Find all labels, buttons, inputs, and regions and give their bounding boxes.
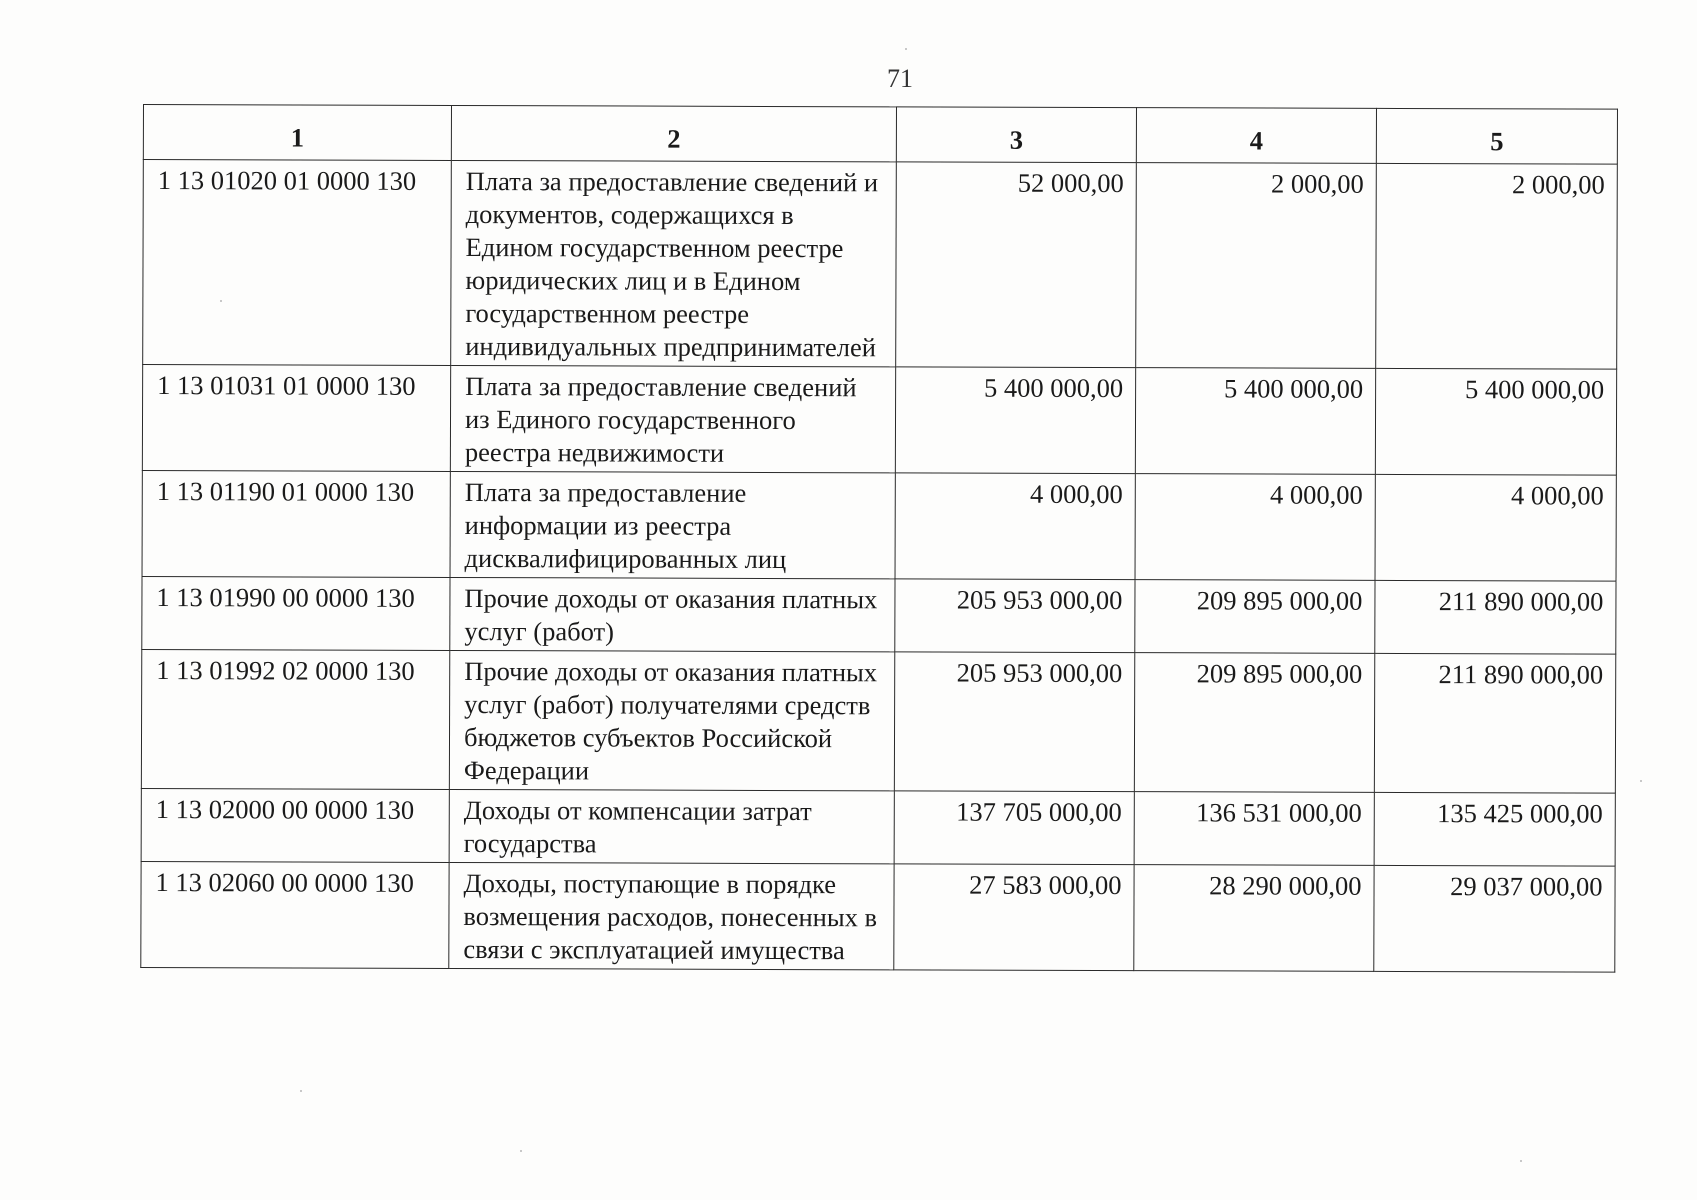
header-col-1: 1 xyxy=(143,105,451,161)
budget-code: 1 13 01020 01 0000 130 xyxy=(143,160,452,366)
revenue-name: Доходы от компенсации затрат государства xyxy=(449,789,894,863)
revenue-name: Плата за предоставление сведений и документов, содержащихся в Едином государственном реестре юридических лиц и в Едином государственном реестре индивидуальных предпринимателей xyxy=(451,160,897,366)
amount-col-3: 205 953 000,00 xyxy=(894,652,1134,792)
scan-speck xyxy=(220,300,222,302)
amount-col-4: 209 895 000,00 xyxy=(1135,580,1375,654)
scan-speck xyxy=(520,1150,522,1152)
revenue-table xyxy=(140,104,1618,973)
revenue-name: Плата за предоставление сведений из Единого государственного реестра недвижимости xyxy=(450,365,895,472)
amount-col-5: 211 890 000,00 xyxy=(1374,653,1615,793)
revenue-name: Прочие доходы от оказания платных услуг (работ) получателями средств бюджетов субъектов Российской Федерации xyxy=(449,650,894,790)
table-row xyxy=(143,160,1618,370)
header-col-2: 2 xyxy=(451,105,896,161)
amount-col-5: 2 000,00 xyxy=(1376,163,1618,369)
amount-col-5: 5 400 000,00 xyxy=(1375,368,1616,475)
header-row xyxy=(143,105,1617,165)
budget-code: 1 13 02000 00 0000 130 xyxy=(141,788,449,862)
header-col-4: 4 xyxy=(1136,108,1376,164)
amount-col-5: 29 037 000,00 xyxy=(1374,865,1615,972)
budget-code: 1 13 01992 02 0000 130 xyxy=(141,649,449,789)
amount-col-4: 209 895 000,00 xyxy=(1134,653,1374,793)
scan-speck xyxy=(905,48,907,50)
scan-speck xyxy=(300,1090,302,1092)
amount-col-3: 137 705 000,00 xyxy=(894,791,1134,865)
amount-col-3: 5 400 000,00 xyxy=(895,367,1135,474)
amount-col-4: 136 531 000,00 xyxy=(1134,792,1374,866)
amount-col-3: 27 583 000,00 xyxy=(894,864,1134,971)
header-col-5: 5 xyxy=(1376,108,1617,164)
scan-speck xyxy=(1520,1160,1522,1162)
amount-col-5: 211 890 000,00 xyxy=(1375,580,1616,654)
amount-col-5: 4 000,00 xyxy=(1375,474,1616,581)
table-row xyxy=(142,365,1616,476)
budget-code: 1 13 02060 00 0000 130 xyxy=(141,861,449,968)
scan-speck xyxy=(1640,780,1642,782)
amount-col-5: 135 425 000,00 xyxy=(1374,792,1615,866)
amount-col-4: 5 400 000,00 xyxy=(1135,368,1375,475)
revenue-name: Доходы, поступающие в порядке возмещения расходов, понесенных в связи с эксплуатацией имущества xyxy=(449,862,894,969)
amount-col-4: 4 000,00 xyxy=(1135,474,1375,581)
revenue-name: Прочие доходы от оказания платных услуг (работ) xyxy=(450,577,895,651)
amount-col-4: 28 290 000,00 xyxy=(1134,865,1374,972)
table-row xyxy=(142,576,1616,654)
budget-code: 1 13 01190 01 0000 130 xyxy=(142,470,450,577)
budget-code: 1 13 01031 01 0000 130 xyxy=(142,365,450,472)
table-row xyxy=(142,470,1616,581)
amount-col-3: 4 000,00 xyxy=(895,473,1135,580)
amount-col-3: 52 000,00 xyxy=(896,162,1137,368)
amount-col-4: 2 000,00 xyxy=(1136,163,1377,369)
page-number: 71 xyxy=(887,64,913,93)
revenue-name: Плата за предоставление информации из реестра дисквалифицированных лиц xyxy=(450,471,895,578)
budget-code: 1 13 01990 00 0000 130 xyxy=(142,576,450,650)
budget-table-sheet xyxy=(140,104,1618,973)
table-row xyxy=(141,649,1615,793)
amount-col-3: 205 953 000,00 xyxy=(895,579,1135,653)
table-row xyxy=(141,788,1615,866)
header-col-3: 3 xyxy=(896,107,1136,163)
table-row xyxy=(141,861,1615,972)
